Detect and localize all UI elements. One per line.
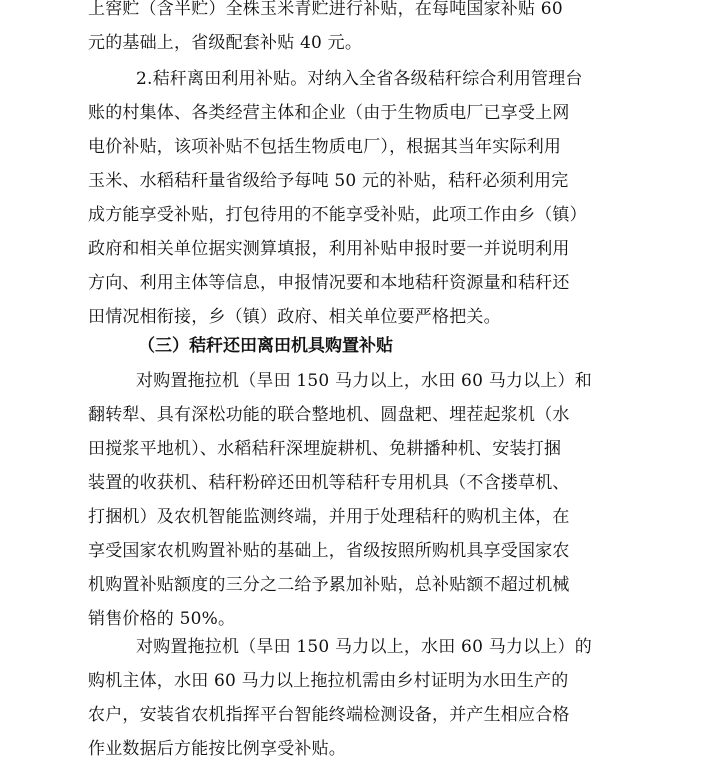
text-line: 田搅浆平地机）、水稻秸秆深埋旋耕机、免耕播种机、安装打捆 — [88, 439, 562, 459]
text-line: 电价补贴，该项补贴不包括生物质电厂），根据其当年实际利用 — [88, 137, 562, 157]
section-1-tail — [88, 0, 628, 60]
section-2-paragraph — [88, 62, 628, 334]
text-line: 上窖贮（含半贮）全株玉米青贮进行补贴，在每吨国家补贴 60 — [88, 0, 563, 19]
text-line: 翻转犁、具有深松功能的联合整地机、圆盘耙、埋茬起浆机（水 — [88, 405, 570, 425]
text-line: 元的基础上，省级配套补贴 40 元。 — [88, 33, 363, 53]
text-line: 对购置拖拉机（旱田 150 马力以上，水田 60 马力以上）的 — [136, 637, 592, 657]
text-line: 装置的收获机、秸秆粉碎还田机等秸秆专用机具（不含搂草机、 — [88, 473, 570, 493]
text-line: 方向、利用主体等信息，申报情况要和本地秸秆资源量和秸秆还 — [88, 273, 570, 293]
text-line: 政府和相关单位据实测算填报，利用补贴申报时要一并说明利用 — [88, 239, 570, 259]
text-line: 账的村集体、各类经营主体和企业（由于生物质电厂已享受上网 — [88, 103, 570, 123]
text-line: 成方能享受补贴，打包待用的不能享受补贴，此项工作由乡（镇） — [88, 205, 587, 225]
section-3-heading: （三）秸秆还田离田机具购置补贴 — [138, 336, 393, 356]
text-line: 2.秸秆离田利用补贴。对纳入全省各级秸秆综合利用管理台 — [136, 69, 583, 89]
text-line: 农户，安装省农机指挥平台智能终端检测设备，并产生相应合格 — [88, 705, 570, 725]
text-line: 享受国家农机购置补贴的基础上，省级按照所购机具享受国家农 — [88, 541, 570, 561]
text-line: 对购置拖拉机（旱田 150 马力以上，水田 60 马力以上）和 — [136, 371, 592, 391]
text-line: 玉米、水稻秸秆量省级给予每吨 50 元的补贴，秸秆必须利用完 — [88, 171, 569, 191]
text-line: 销售价格的 50%。 — [88, 609, 236, 629]
text-line: 田情况相衔接，乡（镇）政府、相关单位要严格把关。 — [88, 307, 501, 327]
text-line: 作业数据后方能按比例享受补贴。 — [88, 739, 346, 759]
section-3-paragraph-2 — [88, 630, 628, 766]
text-line: 购机主体，水田 60 马力以上拖拉机需由乡村证明为水田生产的 — [88, 671, 569, 691]
section-3-paragraph-1 — [88, 364, 628, 636]
text-line: 打捆机）及农机智能监测终端，并用于处理秸秆的购机主体，在 — [88, 507, 570, 527]
text-line: 机购置补贴额度的三分之二给予累加补贴，总补贴额不超过机械 — [88, 575, 570, 595]
